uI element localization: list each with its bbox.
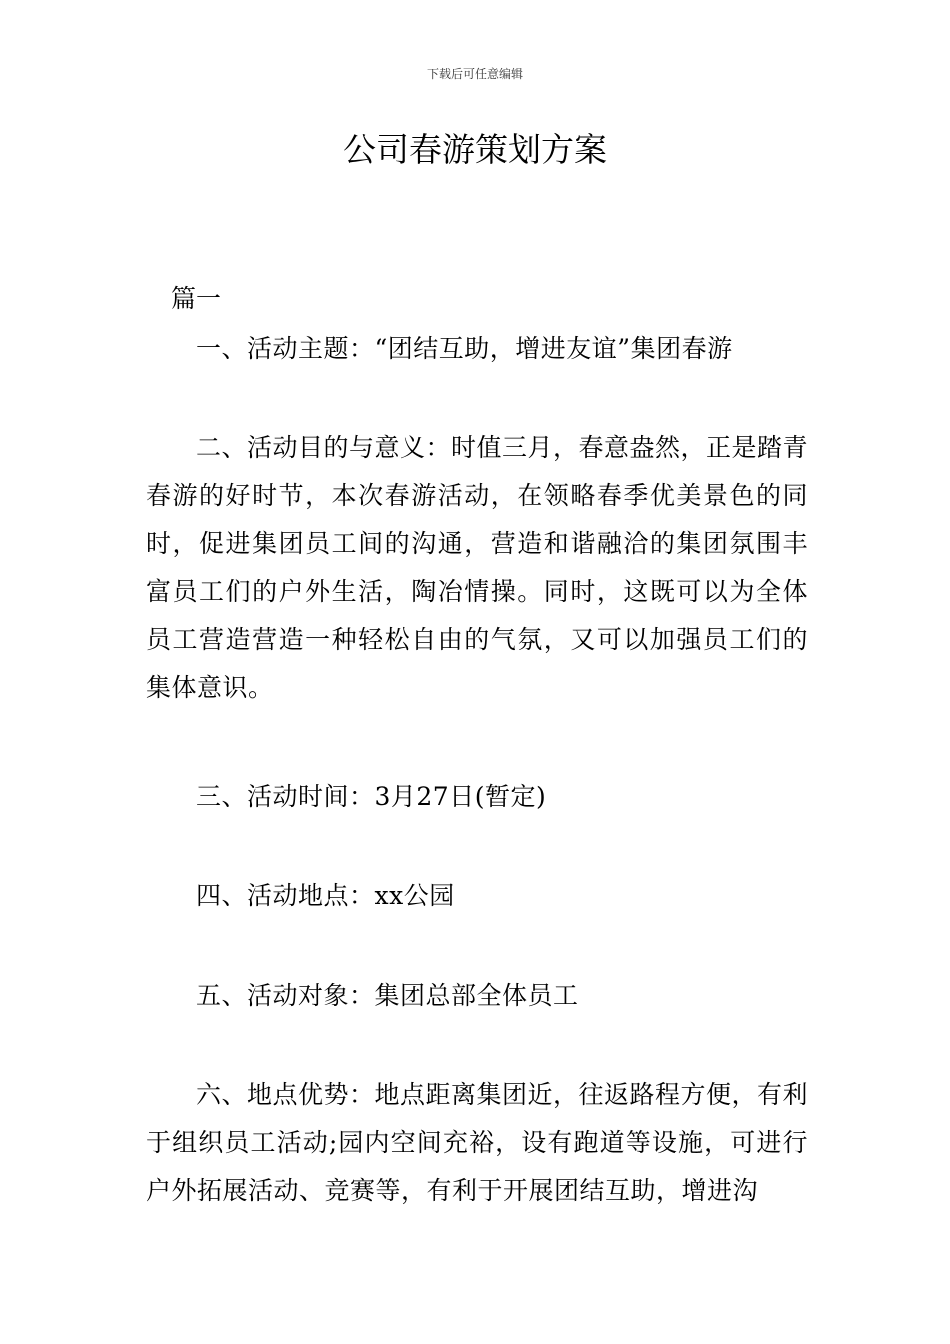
paragraph-theme: 一、活动主题：“团结互助，增进友谊”集团春游 [196,334,733,363]
paragraph-purpose: 二、活动目的与意义：时值三月，春意盎然，正是踏青春游的好时节，本次春游活动，在领略春季优美景色的同时，促进集团员工间的沟通，营造和谐融洽的集团氛围丰富员工们的户外生活，陶冶情操。同时，这既可以为全体员工营造营造一种轻松自由的气氛，又可以加强员工们的集体意识。 [146,433,809,702]
paragraph-participants: 五、活动对象：集团总部全体员工 [196,981,579,1010]
paragraph-location: 四、活动地点：xx公园 [196,881,455,910]
document-title: 公司春游策划方案 [343,130,607,169]
section-label: 篇一 [171,284,222,313]
paragraph-time: 三、活动时间：3月27日(暂定) [196,782,547,811]
paragraph-location-advantages: 六、地点优势：地点距离集团近，往返路程方便，有利于组织员工活动;园内空间充裕，设有跑道等设施，可进行户外拓展活动、竞赛等，有利于开展团结互助，增进沟 [146,1080,809,1205]
header-note: 下载后可任意编辑 [426,67,523,81]
